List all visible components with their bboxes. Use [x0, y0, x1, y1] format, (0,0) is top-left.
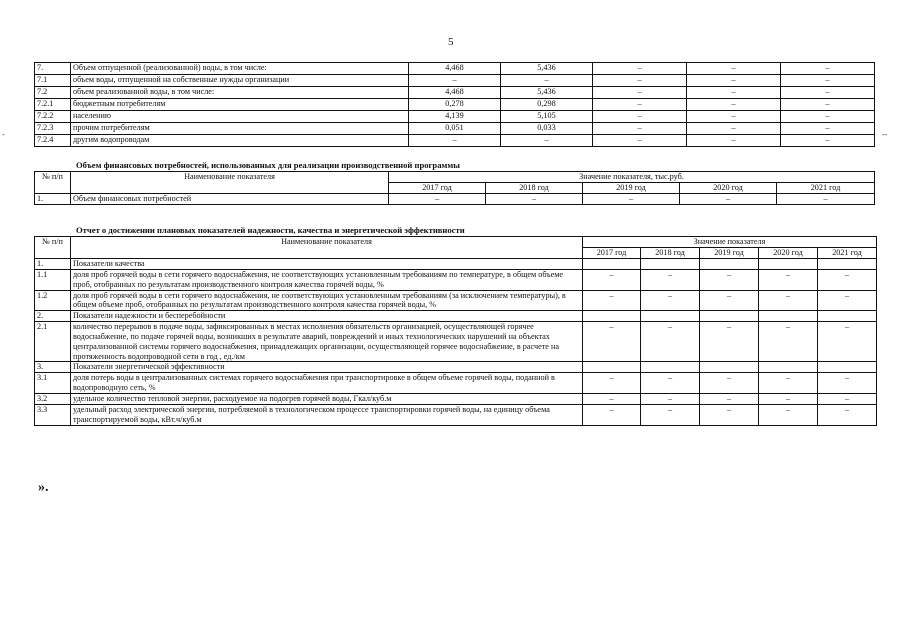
financial-needs-table: [34, 171, 875, 205]
empty-cell: [759, 362, 818, 373]
row-name: количество перерывов в подаче воды, зафиксированных в местах исполнения обязательств организацией, осуществляющей горячее водоснабжение, по подаче горячей воды, возникших в результате аварий, повреждений и иных технологических нарушений на объектах централизованной системы горячего водоснабжения, принадлежащих организации, осуществляющей горячее водоснабжение, в расчете на протяженность водопроводной сети в год , ед./км: [71, 322, 583, 362]
empty-cell: [700, 259, 759, 270]
value-cell: –: [818, 404, 877, 425]
col-num-header: № п/п: [35, 172, 71, 194]
value-cell: –: [818, 373, 877, 394]
performance-report-title: Отчет о достижении плановых показателей надежности, качества и энергетической эффективности: [76, 225, 465, 235]
value-cell: –: [409, 135, 501, 147]
value-cell: –: [687, 111, 781, 123]
value-cell: –: [781, 75, 875, 87]
value-cell: –: [641, 373, 700, 394]
year-header: 2021 год: [818, 248, 877, 259]
row-name: доля потерь воды в централизованных системах горячего водоснабжения при транспортировке в общем объеме горячей воды, поданной в водопроводную сеть, %: [71, 373, 583, 394]
row-number: 1.: [35, 259, 71, 270]
table-row: [35, 123, 875, 135]
empty-cell: [641, 259, 700, 270]
section-row: [35, 311, 877, 322]
value-cell: –: [389, 194, 486, 205]
value-cell: –: [593, 135, 687, 147]
value-cell: –: [781, 123, 875, 135]
value-cell: –: [700, 269, 759, 290]
value-cell: –: [781, 111, 875, 123]
water-volume-table: [34, 62, 875, 147]
value-cell: –: [593, 99, 687, 111]
empty-cell: [759, 311, 818, 322]
value-cell: –: [641, 322, 700, 362]
value-cell: –: [593, 87, 687, 99]
row-name: прочим потребителям: [71, 123, 409, 135]
table-row: [35, 63, 875, 75]
empty-cell: [583, 311, 641, 322]
value-cell: –: [759, 322, 818, 362]
row-name: доля проб горячей воды в сети горячего водоснабжения, не соответствующих установленным требованиям (за исключением температуры), в общем объеме проб, отобранных по результатам производственного контроля качества горячей воды, %: [71, 290, 583, 311]
value-cell: –: [680, 194, 777, 205]
value-cell: –: [641, 393, 700, 404]
table-row: [35, 87, 875, 99]
row-name: населению: [71, 111, 409, 123]
col-name-header: Наименование показателя: [71, 172, 389, 194]
value-cell: –: [583, 373, 641, 394]
financial-needs-title: Объем финансовых потребностей, использованных для реализации производственной программы: [76, 160, 460, 170]
table-row: [35, 111, 875, 123]
value-cell: –: [759, 290, 818, 311]
empty-cell: [700, 311, 759, 322]
section-title: Показатели энергетической эффективности: [71, 362, 583, 373]
value-cell: –: [501, 75, 593, 87]
value-cell: –: [818, 393, 877, 404]
value-cell: –: [687, 75, 781, 87]
year-header: 2019 год: [583, 183, 680, 194]
row-number: 3.2: [35, 393, 71, 404]
table-row: [35, 75, 875, 87]
row-number: 7.1: [35, 75, 71, 87]
value-cell: –: [641, 290, 700, 311]
value-cell: –: [486, 194, 583, 205]
value-cell: –: [759, 269, 818, 290]
col-value-group-header: Значение показателя: [583, 237, 877, 248]
performance-indicators-table: [34, 236, 877, 426]
empty-cell: [700, 362, 759, 373]
value-cell: 0,033: [501, 123, 593, 135]
row-name: удельный расход электрической энергии, потребляемой в технологическом процессе транспортировки горячей воды, на единицу объема транспортируемой воды, кВт.ч/куб.м: [71, 404, 583, 425]
empty-cell: [818, 362, 877, 373]
value-cell: –: [818, 290, 877, 311]
col-name-header: Наименование показателя: [71, 237, 583, 259]
row-name: бюджетным потребителям: [71, 99, 409, 111]
value-cell: –: [700, 322, 759, 362]
value-cell: –: [687, 87, 781, 99]
value-cell: –: [593, 111, 687, 123]
row-name: доля проб горячей воды в сети горячего водоснабжения, не соответствующих установленным требованиям по температуре, в общем объеме проб, отобранных по результатам производственного контроля качества горячей воды, %: [71, 269, 583, 290]
value-cell: 0,278: [409, 99, 501, 111]
value-cell: –: [759, 373, 818, 394]
year-header: 2018 год: [641, 248, 700, 259]
value-cell: –: [593, 123, 687, 135]
row-number: 3.1: [35, 373, 71, 394]
table-row: [35, 393, 877, 404]
row-number: 7.: [35, 63, 71, 75]
row-number: 1.1: [35, 269, 71, 290]
value-cell: –: [700, 404, 759, 425]
row-name: Объем отпущенной (реализованной) воды, в том числе:: [71, 63, 409, 75]
table-row: [35, 269, 877, 290]
table-row: [35, 290, 877, 311]
value-cell: –: [687, 123, 781, 135]
row-number: 7.2.1: [35, 99, 71, 111]
value-cell: –: [687, 99, 781, 111]
value-cell: –: [700, 290, 759, 311]
year-header: 2017 год: [583, 248, 641, 259]
table-row: [35, 322, 877, 362]
empty-cell: [818, 259, 877, 270]
row-name: удельное количество тепловой энергии, расходуемое на подогрев горячей воды, Гкал/куб.м: [71, 393, 583, 404]
value-cell: –: [781, 135, 875, 147]
value-cell: –: [409, 75, 501, 87]
section-row: [35, 362, 877, 373]
value-cell: 4,468: [409, 87, 501, 99]
value-cell: –: [593, 63, 687, 75]
value-cell: –: [781, 63, 875, 75]
value-cell: –: [501, 135, 593, 147]
empty-cell: [641, 311, 700, 322]
value-cell: –: [687, 135, 781, 147]
year-header: 2020 год: [759, 248, 818, 259]
value-cell: –: [583, 404, 641, 425]
value-cell: –: [583, 290, 641, 311]
table-row: [35, 373, 877, 394]
row-number: 3.: [35, 362, 71, 373]
value-cell: –: [759, 393, 818, 404]
value-cell: –: [818, 322, 877, 362]
empty-cell: [583, 259, 641, 270]
row-name: объем реализованной воды, в том числе:: [71, 87, 409, 99]
value-cell: –: [583, 393, 641, 404]
table-row: [35, 99, 875, 111]
value-cell: –: [687, 63, 781, 75]
empty-cell: [583, 362, 641, 373]
value-cell: –: [818, 269, 877, 290]
value-cell: –: [583, 269, 641, 290]
row-name: объем воды, отпущенной на собственные нужды организации: [71, 75, 409, 87]
value-cell: –: [583, 322, 641, 362]
year-header: 2019 год: [700, 248, 759, 259]
section-row: [35, 259, 877, 270]
table-row: [35, 194, 875, 205]
year-header: 2017 год: [389, 183, 486, 194]
value-cell: –: [781, 87, 875, 99]
value-cell: 5,436: [501, 87, 593, 99]
row-number: 7.2.4: [35, 135, 71, 147]
row-number: 2.: [35, 311, 71, 322]
page-number: 5: [448, 36, 454, 48]
row-number: 1.: [35, 194, 71, 205]
row-name: другим водопроводам: [71, 135, 409, 147]
value-cell: –: [593, 75, 687, 87]
value-cell: –: [641, 269, 700, 290]
value-cell: 0,051: [409, 123, 501, 135]
value-cell: –: [700, 373, 759, 394]
value-cell: –: [781, 99, 875, 111]
margin-mark: --: [882, 130, 888, 139]
row-number: 1.2: [35, 290, 71, 311]
table-row: [35, 135, 875, 147]
row-number: 7.2.2: [35, 111, 71, 123]
value-cell: 4,468: [409, 63, 501, 75]
row-number: 7.2.3: [35, 123, 71, 135]
value-cell: –: [759, 404, 818, 425]
year-header: 2020 год: [680, 183, 777, 194]
col-value-group-header: Значение показателя, тыс.руб.: [389, 172, 875, 183]
value-cell: 5,105: [501, 111, 593, 123]
value-cell: –: [777, 194, 875, 205]
value-cell: 0,298: [501, 99, 593, 111]
year-header: 2021 год: [777, 183, 875, 194]
row-number: 2.1: [35, 322, 71, 362]
value-cell: –: [583, 194, 680, 205]
section-title: Показатели надежности и бесперебойности: [71, 311, 583, 322]
empty-cell: [641, 362, 700, 373]
closing-quote: ».: [38, 480, 49, 495]
empty-cell: [818, 311, 877, 322]
section-title: Показатели качества: [71, 259, 583, 270]
row-name: Объем финансовых потребностей: [71, 194, 389, 205]
row-number: 7.2: [35, 87, 71, 99]
table-row: [35, 404, 877, 425]
margin-mark: -: [2, 130, 5, 139]
col-num-header: № п/п: [35, 237, 71, 259]
year-header: 2018 год: [486, 183, 583, 194]
value-cell: 5,436: [501, 63, 593, 75]
value-cell: –: [700, 393, 759, 404]
empty-cell: [759, 259, 818, 270]
value-cell: –: [641, 404, 700, 425]
row-number: 3.3: [35, 404, 71, 425]
value-cell: 4,139: [409, 111, 501, 123]
